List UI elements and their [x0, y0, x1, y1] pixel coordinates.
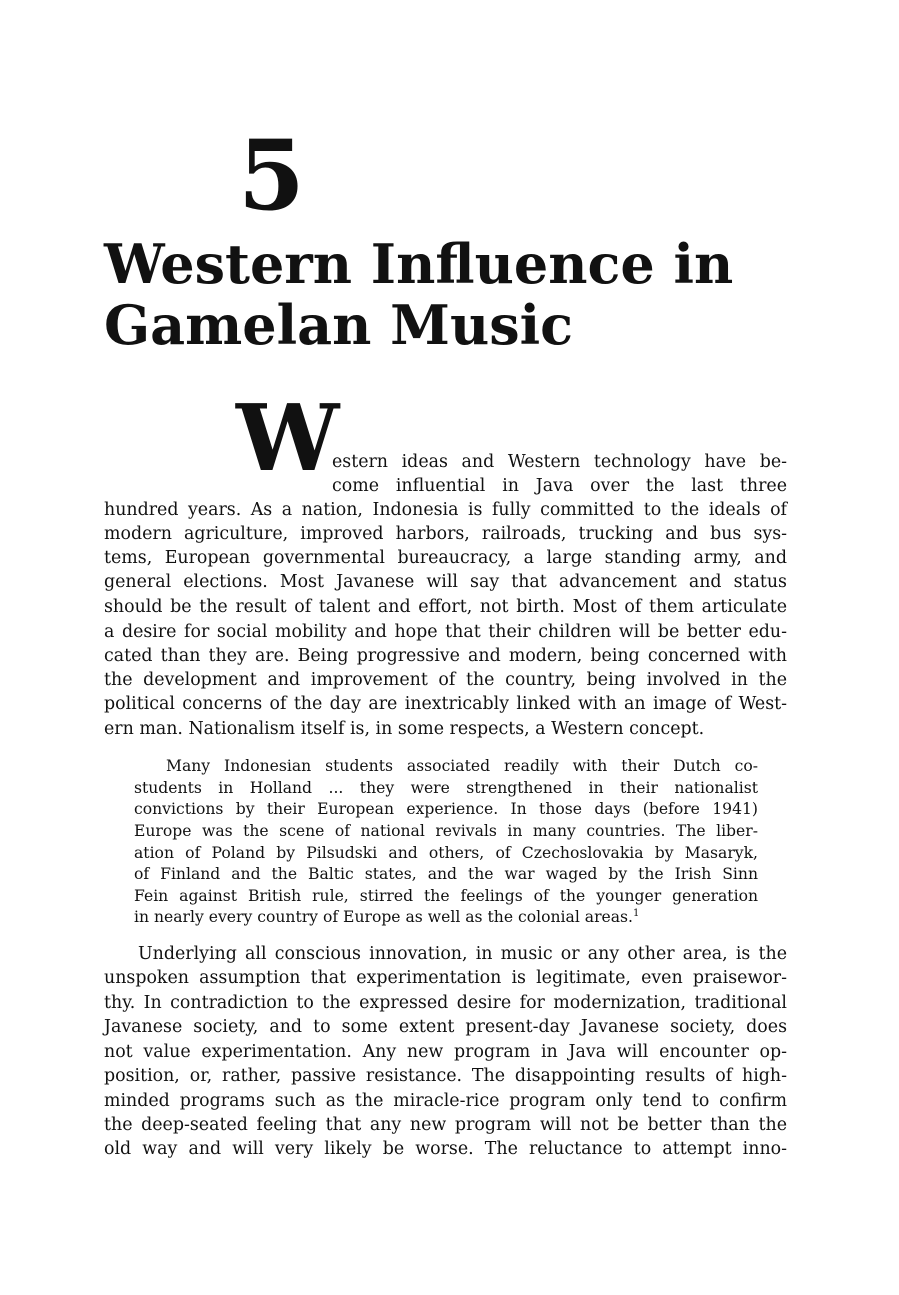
chapter-title-line-1: Western Influence in [104, 232, 734, 296]
paragraph-line: Javanese society, and to some extent present-day Javanese society, does [104, 1017, 787, 1037]
paragraph-line: general elections. Most Javanese will say that advancement and status [104, 572, 787, 592]
quote-line: Fein against British rule, stirred the feelings of the younger generation [134, 887, 758, 905]
paragraph-line: not value experimentation. Any new program in Java will encounter op- [104, 1042, 787, 1062]
paragraph-line: the development and improvement of the country, being involved in the [104, 670, 787, 690]
paragraph-line: cated than they are. Being progressive and modern, being concerned with [104, 646, 787, 666]
paragraph-line: a desire for social mobility and hope that their children will be better edu- [104, 622, 787, 642]
quote-line: convictions by their European experience. In those days (before 1941) [134, 800, 758, 818]
quote-line-last [134, 907, 758, 929]
paragraph-line: unspoken assumption that experimentation is legitimate, even praisewor- [104, 968, 787, 988]
chapter-number: 5 [238, 119, 305, 232]
chapter-title [104, 234, 824, 356]
paragraph-line: political concerns of the day are inextricably linked with an image of West- [104, 694, 787, 714]
paragraph-line: modern agriculture, improved harbors, railroads, trucking and bus sys- [104, 524, 787, 544]
paragraph-line: come influential in Java over the last three [332, 476, 787, 496]
paragraph-line: estern ideas and Western technology have be- [332, 452, 787, 472]
paragraph-line: minded programs such as the miracle-rice program only tend to confirm [104, 1091, 787, 1111]
quote-line: ation of Poland by Pilsudski and others, of Czechoslovakia by Masaryk, [134, 844, 758, 862]
paragraph-line: should be the result of talent and effort, not birth. Most of them articulate [104, 597, 787, 617]
paragraph-line: thy. In contradiction to the expressed desire for modernization, traditional [104, 993, 787, 1013]
drop-cap: W [236, 384, 340, 492]
paragraph-line: Underlying all conscious innovation, in music or any other area, is the [138, 944, 787, 964]
quote-line: of Finland and the Baltic states, and the war waged by the Irish Sinn [134, 865, 758, 883]
paragraph-line: hundred years. As a nation, Indonesia is fully committed to the ideals of [104, 500, 787, 520]
paragraph-line: position, or, rather, passive resistance. The disappointing results of high- [104, 1066, 787, 1086]
quote-line: Europe was the scene of national revivals in many countries. The liber- [134, 822, 758, 840]
paragraph-line: old way and will very likely be worse. The reluctance to attempt inno- [104, 1139, 787, 1159]
paragraph-line: ern man. Nationalism itself is, in some respects, a Western concept. [104, 719, 705, 739]
paragraph-line: the deep-seated feeling that any new program will not be better than the [104, 1115, 787, 1135]
quote-line: Many Indonesian students associated readily with their Dutch co- [166, 757, 758, 775]
quote-line: students in Holland ... they were strengthened in their nationalist [134, 779, 758, 797]
paragraph-line: tems, European governmental bureaucracy, a large standing army, and [104, 548, 787, 568]
footnote-marker[interactable]: 1 [633, 907, 640, 919]
chapter-title-line-2: Gamelan Music [104, 293, 573, 357]
quote-line-text: in nearly every country of Europe as well as the colonial areas. [134, 908, 634, 926]
